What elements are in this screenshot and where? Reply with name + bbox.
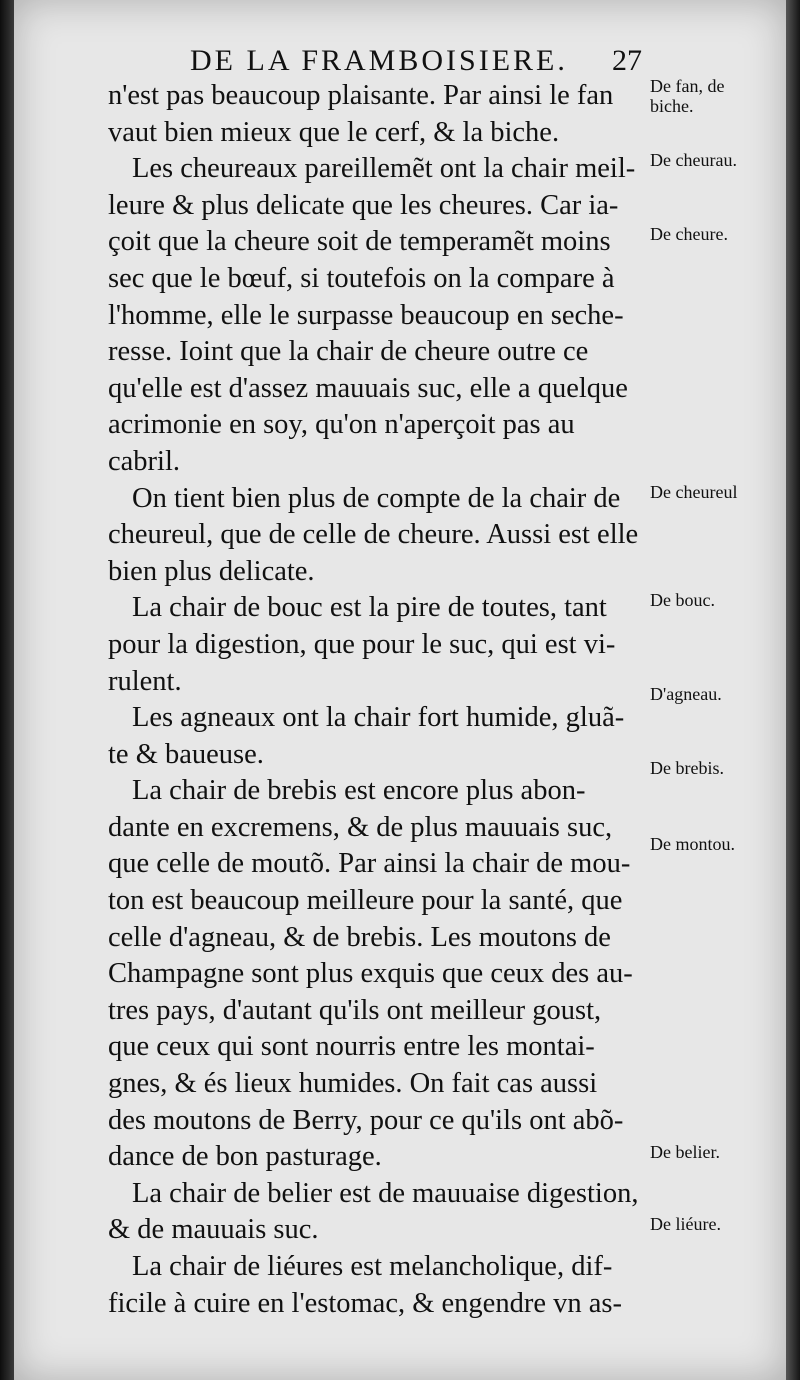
margin-note-cheure: De cheure. (650, 224, 728, 244)
text-line: te & baueuse. (108, 738, 264, 770)
book-edge-right (786, 0, 800, 1380)
text-line: tres pays, d'autant qu'ils ont meilleur goust, (108, 994, 602, 1026)
text-line: que celle de moutõ. Par ainsi la chair de mou- (108, 848, 631, 880)
margin-notes (650, 0, 786, 1380)
text-line: Les cheureaux pareillemẽt ont la chair meil- (132, 153, 636, 185)
margin-note-belier: De belier. (650, 1142, 720, 1162)
margin-note-brebis: De brebis. (650, 758, 724, 778)
text-line: pour la digestion, que pour le suc, qui est vi- (108, 628, 616, 660)
text-line: resse. Ioint que la chair de cheure outre ce (108, 336, 589, 368)
text-line: La chair de bouc est la pire de toutes, tant (132, 592, 607, 624)
text-line: dance de bon pasturage. (108, 1141, 382, 1173)
text-line: acrimonie en soy, qu'on n'aperçoit pas au (108, 409, 575, 441)
body-text (108, 78, 648, 1322)
text-line: ton est beaucoup meilleure pour la santé, que (108, 885, 623, 917)
text-line: dante en excremens, & de plus mauuais suc, (108, 811, 613, 843)
margin-note-fan-biche: De fan, de biche. (650, 76, 725, 116)
text-line: bien plus delicate. (108, 555, 315, 587)
text-line: La chair de liéures est melancholique, dif- (132, 1251, 613, 1282)
margin-note-agneau: D'agneau. (650, 684, 722, 704)
book-edge-left (0, 0, 14, 1380)
text-line: sec que le bœuf, si toutefois on la compare à (108, 262, 615, 294)
page-number: 27 (612, 44, 642, 77)
text-line: La chair de belier est de mauuaise digestion, (132, 1177, 639, 1209)
text-line: des moutons de Berry, pour ce qu'ils ont abõ- (108, 1104, 624, 1136)
text-line: Champagne sont plus exquis que ceux des au- (108, 958, 633, 990)
text-line: & de mauuais suc. (108, 1214, 319, 1246)
margin-note-bouc: De bouc. (650, 590, 715, 610)
text-line: gnes, & és lieux humides. On fait cas aussi (108, 1068, 598, 1100)
text-line: ficile à cuire en l'estomac, & engendre vn as- (108, 1287, 622, 1319)
text-line: n'est pas beaucoup plaisante. Par ainsi le fan (108, 80, 614, 111)
text-line: vaut bien mieux que le cerf, & la biche. (108, 116, 560, 148)
text-line: Les agneaux ont la chair fort humide, gluã- (132, 702, 625, 734)
text-line: cabril. (108, 445, 181, 477)
text-line: rulent. (108, 665, 182, 697)
running-title: DE LA FRAMBOISIERE. (190, 44, 568, 77)
margin-note-lieure: De liéure. (650, 1214, 721, 1234)
margin-note-montou: De montou. (650, 834, 735, 854)
text-line: çoit que la cheure soit de temperamẽt moins (108, 226, 611, 258)
margin-note-cheureul: De cheureul (650, 482, 738, 502)
text-line: qu'elle est d'assez mauuais suc, elle a quelque (108, 372, 628, 404)
text-line: cheureul, que de celle de cheure. Aussi est elle (108, 519, 639, 551)
text-line: que ceux qui sont nourris entre les montai- (108, 1031, 595, 1063)
text-line: La chair de brebis est encore plus abon- (132, 775, 586, 807)
text-line: On tient bien plus de compte de la chair de (132, 482, 621, 514)
text-line: leure & plus delicate que les cheures. Car ia- (108, 189, 619, 221)
margin-note-cheurau: De cheurau. (650, 150, 737, 170)
text-line: celle d'agneau, & de brebis. Les moutons de (108, 921, 611, 953)
text-line: l'homme, elle le surpasse beaucoup en seche- (108, 299, 624, 331)
